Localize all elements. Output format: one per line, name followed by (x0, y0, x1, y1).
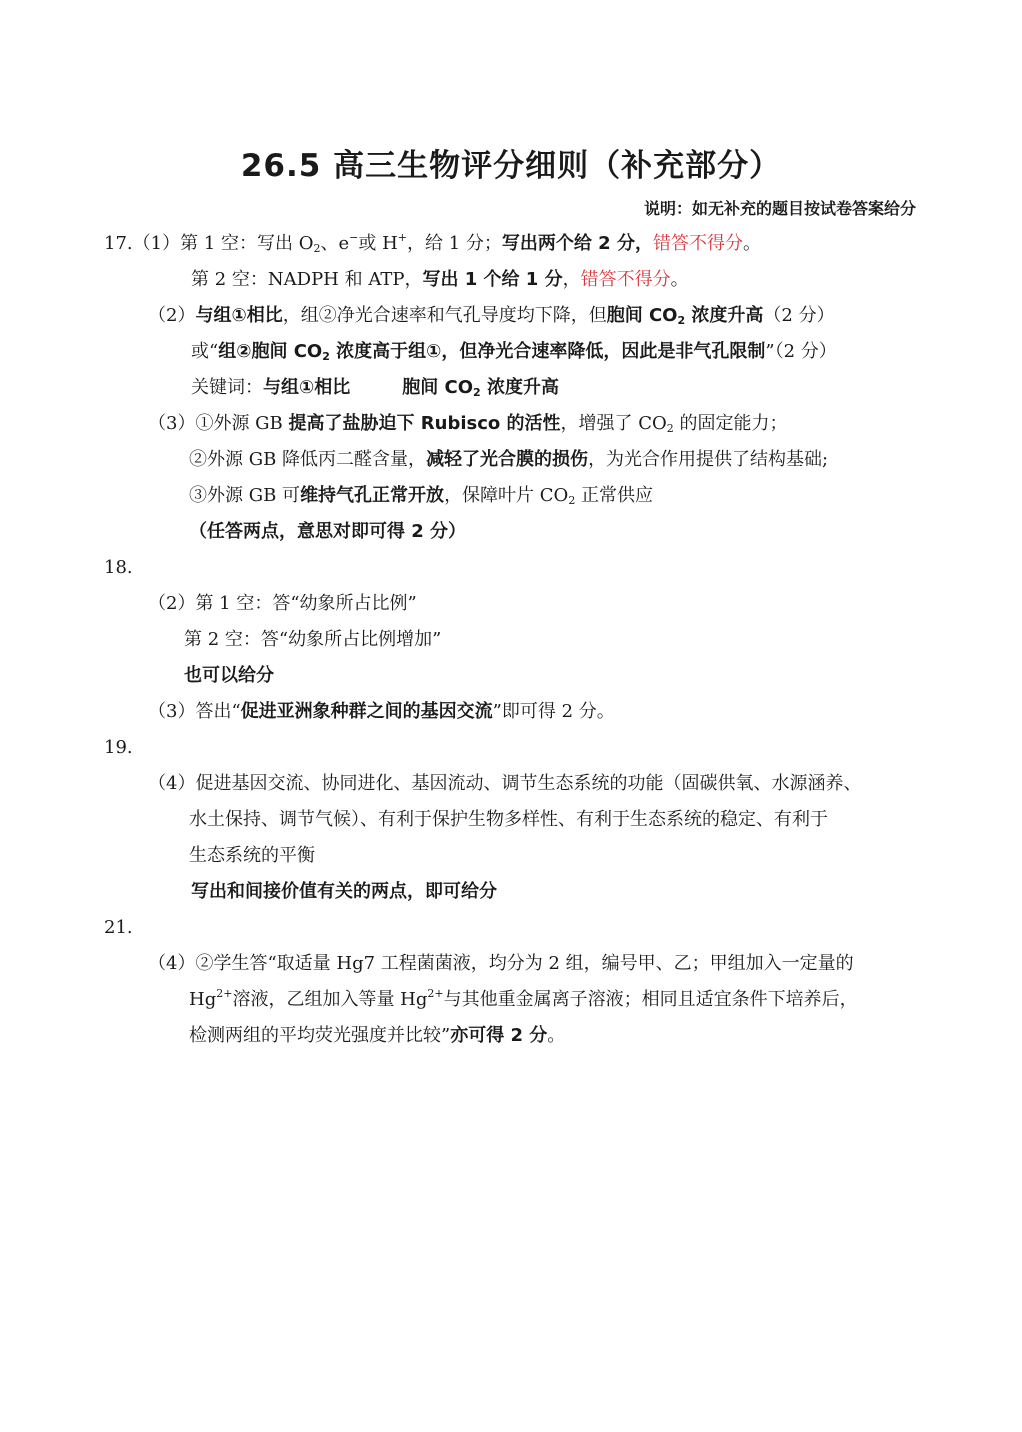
q17-part2-line1: （2）与组①相比，组②净光合速率和气孔导度均下降，但胞间 $CO_2$ 浓度升高（2 分） (148, 305, 835, 327)
q21-line1: （4）②学生答“取适量 Hg7 工程菌菌液，均分为 2 组，编号甲、乙；甲组加入一定量的 (148, 953, 854, 974)
q17-part3-line2: ②外源 GB 降低丙二醛含量，减轻了光合膜的损伤，为光合作用提供了结构基础; (189, 449, 829, 470)
wrong-answer-note: 错答不得分 (580, 269, 671, 290)
q17-part1-line1: 17.（1）第 1 空：写出 $O_2$、e−或 H+，给 1 分；写出两个给 2 分，错答不得分。 (104, 231, 761, 255)
wrong-answer-note: 错答不得分 (652, 233, 743, 254)
q17-part1-line2: 第 2 空：NADPH 和 ATP，写出 1 个给 1 分，错答不得分。 (191, 269, 689, 290)
q18-line3: 也可以给分 (184, 665, 274, 686)
q19-number: 19. (104, 737, 133, 758)
q19-line3: 生态系统的平衡 (189, 845, 315, 866)
q17-number: 17. (104, 233, 133, 254)
q19-line4: 写出和间接价值有关的两点，即可给分 (191, 881, 497, 902)
document-title: 26.5 高三生物评分细则（补充部分） (240, 148, 782, 184)
q17-part2-line2: 或“组②胞间 $CO_2$ 浓度高于组①，但净光合速率降低，因此是非气孔限制”（2 分） (191, 341, 837, 363)
q19-line2: 水土保持、调节气候）、有利于保护生物多样性、有利于生态系统的稳定、有利于 (189, 809, 828, 830)
q17-part3-note: （任答两点，意思对即可得 2 分） (189, 521, 467, 542)
q21-number: 21. (104, 917, 133, 938)
q18-line2: 第 2 空：答“幼象所占比例增加” (184, 629, 442, 650)
q21-line2: $Hg^{2+}$溶液，乙组加入等量 $Hg^{2+}$与其他重金属离子溶液；相同且适宜条件下培养后， (189, 987, 858, 1010)
q17-part2-keywords: 关键词：与组①相比 胞间 $CO_2$ 浓度升高 (191, 377, 559, 399)
q21-line3: 检测两组的平均荧光强度并比较”亦可得 2 分。 (189, 1025, 566, 1046)
q18-number: 18. (104, 557, 133, 578)
q19-line1: （4）促进基因交流、协同进化、基因流动、调节生态系统的功能（固碳供氧、水源涵养、 (148, 773, 862, 794)
q18-line4: （3）答出“促进亚洲象种群之间的基因交流”即可得 2 分。 (148, 701, 615, 722)
scoring-note: 说明：如无补充的题目按试卷答案给分 (643, 199, 916, 218)
q18-line1: （2）第 1 空：答“幼象所占比例” (148, 593, 417, 614)
q17-part3-line1: （3）①外源 GB 提高了盐胁迫下 Rubisco 的活性，增强了 $CO_2$ 的固定能力； (148, 413, 788, 435)
q17-part3-line3: ③外源 GB 可维持气孔正常开放，保障叶片 $CO_2$ 正常供应 (189, 485, 654, 507)
